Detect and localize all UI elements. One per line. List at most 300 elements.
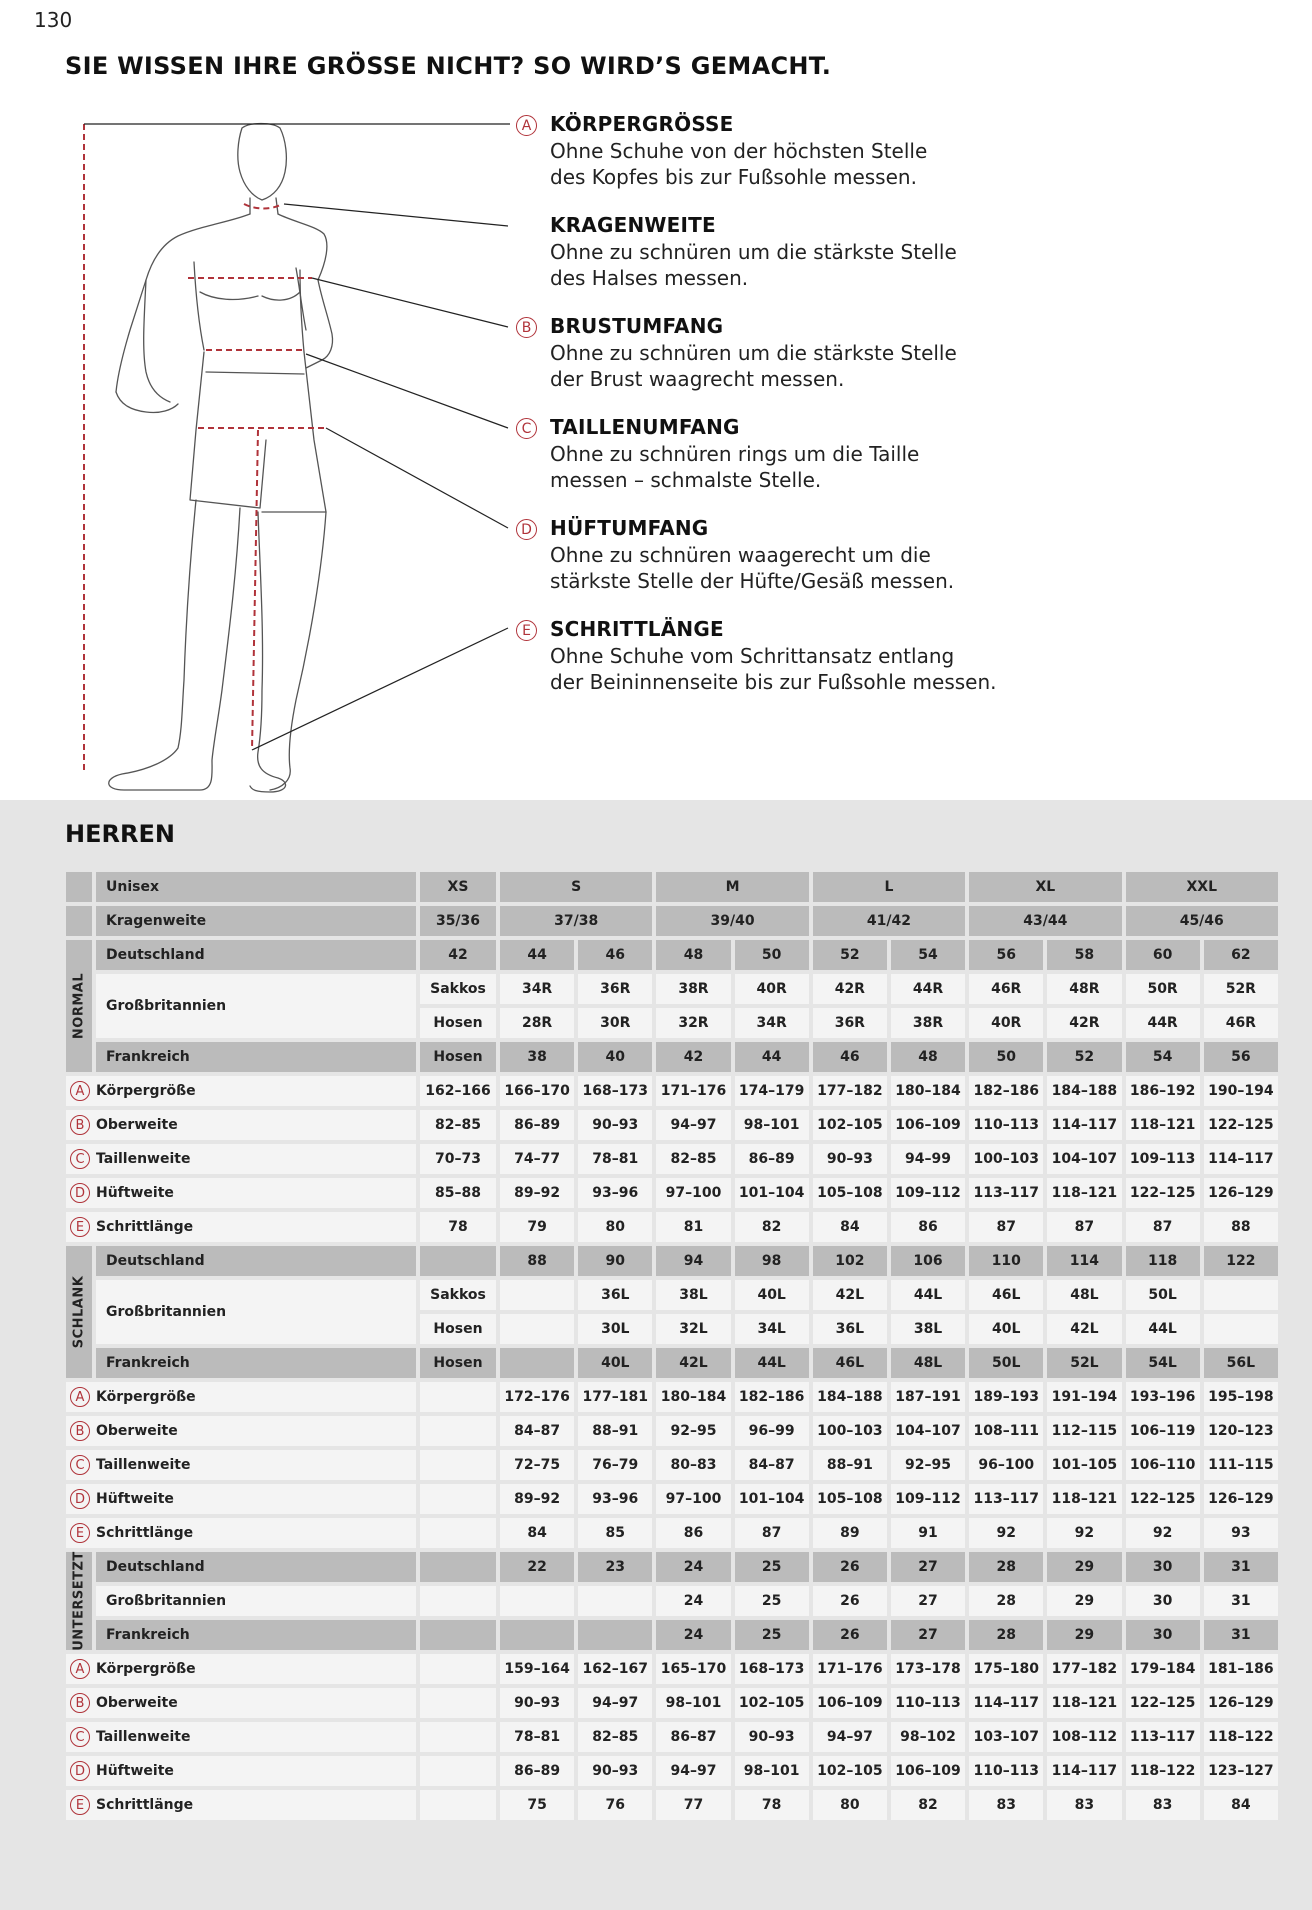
size-value: 50 xyxy=(735,940,809,970)
header-size: XXL xyxy=(1126,872,1279,902)
size-value: 106–110 xyxy=(1126,1450,1200,1480)
size-value: 92 xyxy=(969,1518,1043,1548)
size-value: 86 xyxy=(891,1212,965,1242)
measure-label-text: Körpergröße xyxy=(96,1389,196,1405)
size-value xyxy=(500,1348,574,1378)
size-value: 46 xyxy=(578,940,652,970)
size-value: 111–115 xyxy=(1204,1450,1278,1480)
measure-marker-icon: C xyxy=(70,1727,90,1747)
marker-d: D xyxy=(516,519,537,540)
size-value: 180–184 xyxy=(656,1382,730,1412)
size-value xyxy=(420,1586,496,1616)
fit-label xyxy=(66,940,92,1072)
size-value: 126–129 xyxy=(1204,1688,1278,1718)
size-value: 28 xyxy=(969,1586,1043,1616)
table-row xyxy=(66,940,1278,970)
measure-label xyxy=(66,1790,416,1820)
callout-description: Ohne zu schnüren um die stärkste Stelle der Brust waagrecht messen. xyxy=(550,341,957,391)
size-value: 40R xyxy=(969,1008,1043,1038)
size-value: 97–100 xyxy=(656,1484,730,1514)
size-value xyxy=(1204,1314,1278,1344)
size-value: 54L xyxy=(1126,1348,1200,1378)
size-value: 104–107 xyxy=(1047,1144,1121,1174)
callout-title: TAILLENUMFANG xyxy=(550,415,740,439)
measure-label-text: Oberweite xyxy=(96,1423,178,1439)
size-value: 101–104 xyxy=(735,1484,809,1514)
size-value: 50 xyxy=(969,1042,1043,1072)
size-value: 38R xyxy=(891,1008,965,1038)
size-value: 80 xyxy=(813,1790,887,1820)
size-value: 184–188 xyxy=(1047,1076,1121,1106)
size-value: 88–91 xyxy=(813,1450,887,1480)
size-value: 30 xyxy=(1126,1586,1200,1616)
size-value: 54 xyxy=(891,940,965,970)
size-value: 184–188 xyxy=(813,1382,887,1412)
table-row xyxy=(66,1348,1278,1378)
table-row xyxy=(66,1518,1278,1548)
size-value: 40L xyxy=(969,1314,1043,1344)
size-value: 30R xyxy=(578,1008,652,1038)
size-value xyxy=(420,1416,496,1446)
callout-title: SCHRITTLÄNGE xyxy=(550,617,724,641)
size-value: 86–89 xyxy=(500,1756,574,1786)
size-value: 30 xyxy=(1126,1620,1200,1650)
size-value: 102–105 xyxy=(735,1688,809,1718)
size-value: 122–125 xyxy=(1204,1110,1278,1140)
size-value: 22 xyxy=(500,1552,574,1582)
size-value: 108–111 xyxy=(969,1416,1043,1446)
country-label: Frankreich xyxy=(96,1348,416,1378)
size-value: 84 xyxy=(813,1212,887,1242)
size-value: 181–186 xyxy=(1204,1654,1278,1684)
size-value: 92 xyxy=(1126,1518,1200,1548)
size-value: 112–115 xyxy=(1047,1416,1121,1446)
country-label: Großbritannien xyxy=(96,1280,416,1344)
header-unisex-label: Unisex xyxy=(96,872,416,902)
size-value: 93–96 xyxy=(578,1484,652,1514)
size-value: 85–88 xyxy=(420,1178,496,1208)
table-row xyxy=(66,1586,1278,1616)
size-value: 122 xyxy=(1204,1246,1278,1276)
fit-label-text: UNTERSETZT xyxy=(71,1551,87,1651)
table-row xyxy=(66,1756,1278,1786)
size-value: 101–104 xyxy=(735,1178,809,1208)
size-value: 25 xyxy=(735,1586,809,1616)
size-value: 87 xyxy=(1047,1212,1121,1242)
size-value: 50L xyxy=(1126,1280,1200,1310)
size-value xyxy=(578,1586,652,1616)
size-value: 109–113 xyxy=(1126,1144,1200,1174)
measure-label xyxy=(66,1654,416,1684)
size-value: 31 xyxy=(1204,1552,1278,1582)
size-value: 173–178 xyxy=(891,1654,965,1684)
size-value: 24 xyxy=(656,1552,730,1582)
header-kragen: 39/40 xyxy=(656,906,808,936)
size-value: 98–102 xyxy=(891,1722,965,1752)
size-value: 102 xyxy=(813,1246,887,1276)
size-value: 58 xyxy=(1047,940,1121,970)
size-value: 174–179 xyxy=(735,1076,809,1106)
size-value xyxy=(420,1246,496,1276)
size-value: 25 xyxy=(735,1552,809,1582)
size-value: 84 xyxy=(1204,1790,1278,1820)
size-value: 106 xyxy=(891,1246,965,1276)
size-value: 90 xyxy=(578,1246,652,1276)
size-value xyxy=(578,1620,652,1650)
size-value: 83 xyxy=(1126,1790,1200,1820)
size-value: 88–91 xyxy=(578,1416,652,1446)
marker-a: A xyxy=(516,115,537,136)
size-value: 94–97 xyxy=(578,1688,652,1718)
header-size: L xyxy=(813,872,965,902)
size-value: 110–113 xyxy=(969,1756,1043,1786)
size-value: 79 xyxy=(500,1212,574,1242)
table-row xyxy=(66,1620,1278,1650)
size-value: 109–112 xyxy=(891,1178,965,1208)
size-value: 110–113 xyxy=(969,1110,1043,1140)
size-value: 101–105 xyxy=(1047,1450,1121,1480)
size-value: 84 xyxy=(500,1518,574,1548)
size-value: 120–123 xyxy=(1204,1416,1278,1446)
sub-label: Hosen xyxy=(420,1348,496,1378)
size-value: 108–112 xyxy=(1047,1722,1121,1752)
size-value: 118 xyxy=(1126,1246,1200,1276)
size-value: 86–87 xyxy=(656,1722,730,1752)
size-value: 30L xyxy=(578,1314,652,1344)
size-value: 90–93 xyxy=(735,1722,809,1752)
section-title: HERREN xyxy=(65,820,175,848)
size-value: 40L xyxy=(578,1348,652,1378)
measure-marker-icon: C xyxy=(70,1149,90,1169)
size-value: 106–109 xyxy=(891,1756,965,1786)
size-value: 177–182 xyxy=(1047,1654,1121,1684)
size-value: 177–182 xyxy=(813,1076,887,1106)
size-value: 28 xyxy=(969,1552,1043,1582)
size-value: 78–81 xyxy=(578,1144,652,1174)
measure-label-text: Schrittlänge xyxy=(96,1797,194,1813)
callout-description: Ohne Schuhe vom Schrittansatz entlang der Beininnenseite bis zur Fußsohle messen. xyxy=(550,644,997,694)
size-value: 46R xyxy=(969,974,1043,1004)
marker-e: E xyxy=(516,620,537,641)
size-value: 25 xyxy=(735,1620,809,1650)
measure-marker-icon: E xyxy=(70,1217,90,1237)
size-value: 27 xyxy=(891,1586,965,1616)
callout-description: Ohne zu schnüren um die stärkste Stelle des Halses messen. xyxy=(550,240,957,290)
measure-marker-icon: D xyxy=(70,1183,90,1203)
table-row xyxy=(66,1450,1278,1480)
size-value: 86–89 xyxy=(500,1110,574,1140)
size-value: 110–113 xyxy=(891,1688,965,1718)
measure-label-text: Körpergröße xyxy=(96,1083,196,1099)
size-value: 87 xyxy=(969,1212,1043,1242)
size-value: 78–81 xyxy=(500,1722,574,1752)
size-value: 165–170 xyxy=(656,1654,730,1684)
size-value: 182–186 xyxy=(969,1076,1043,1106)
size-value: 72–75 xyxy=(500,1450,574,1480)
size-value: 83 xyxy=(969,1790,1043,1820)
size-value: 186–192 xyxy=(1126,1076,1200,1106)
size-value: 94 xyxy=(656,1246,730,1276)
size-value: 28 xyxy=(969,1620,1043,1650)
size-value: 118–121 xyxy=(1047,1688,1121,1718)
size-value: 193–196 xyxy=(1126,1382,1200,1412)
size-value xyxy=(500,1314,574,1344)
size-value: 118–122 xyxy=(1126,1756,1200,1786)
size-value: 90–93 xyxy=(578,1110,652,1140)
size-value: 89–92 xyxy=(500,1484,574,1514)
size-value: 90–93 xyxy=(578,1756,652,1786)
size-value: 36L xyxy=(813,1314,887,1344)
size-value: 105–108 xyxy=(813,1484,887,1514)
size-value: 29 xyxy=(1047,1552,1121,1582)
table-row xyxy=(66,1382,1278,1412)
size-value: 93 xyxy=(1204,1518,1278,1548)
size-value xyxy=(420,1620,496,1650)
measure-marker-icon: A xyxy=(70,1387,90,1407)
size-value: 114–117 xyxy=(1204,1144,1278,1174)
size-value: 89 xyxy=(813,1518,887,1548)
table-row xyxy=(66,872,1278,902)
measure-marker-icon: C xyxy=(70,1455,90,1475)
size-value: 40 xyxy=(578,1042,652,1072)
size-value: 168–173 xyxy=(735,1654,809,1684)
marker-b: B xyxy=(516,317,537,338)
callout-title: KRAGENWEITE xyxy=(550,213,716,237)
size-value: 38R xyxy=(656,974,730,1004)
size-value: 159–164 xyxy=(500,1654,574,1684)
measure-marker-icon: E xyxy=(70,1795,90,1815)
measure-marker-icon: E xyxy=(70,1523,90,1543)
measure-label-text: Körpergröße xyxy=(96,1661,196,1677)
size-value: 114–117 xyxy=(969,1688,1043,1718)
size-value: 38L xyxy=(891,1314,965,1344)
fit-label-text: NORMAL xyxy=(71,972,87,1040)
size-value: 93–96 xyxy=(578,1178,652,1208)
size-value: 48L xyxy=(891,1348,965,1378)
size-value: 122–125 xyxy=(1126,1178,1200,1208)
size-value xyxy=(420,1722,496,1752)
size-value: 166–170 xyxy=(500,1076,574,1106)
size-value: 38 xyxy=(500,1042,574,1072)
size-value: 118–121 xyxy=(1047,1484,1121,1514)
size-value: 180–184 xyxy=(891,1076,965,1106)
measure-label xyxy=(66,1212,416,1242)
sub-label: Hosen xyxy=(420,1008,496,1038)
size-value: 118–122 xyxy=(1204,1722,1278,1752)
size-value: 32L xyxy=(656,1314,730,1344)
measure-marker-icon: D xyxy=(70,1761,90,1781)
size-value: 26 xyxy=(813,1620,887,1650)
size-value: 96–100 xyxy=(969,1450,1043,1480)
size-value: 78 xyxy=(735,1790,809,1820)
country-label: Frankreich xyxy=(96,1620,416,1650)
size-value: 179–184 xyxy=(1126,1654,1200,1684)
size-value: 82–85 xyxy=(420,1110,496,1140)
measure-label xyxy=(66,1416,416,1446)
size-value: 113–117 xyxy=(1126,1722,1200,1752)
size-value: 106–109 xyxy=(891,1110,965,1140)
size-value: 34L xyxy=(735,1314,809,1344)
size-value: 110 xyxy=(969,1246,1043,1276)
header-corner xyxy=(66,872,92,902)
size-value xyxy=(420,1484,496,1514)
size-value: 24 xyxy=(656,1620,730,1650)
size-value: 81 xyxy=(656,1212,730,1242)
size-value xyxy=(420,1382,496,1412)
size-value xyxy=(500,1586,574,1616)
table-row xyxy=(66,1110,1278,1140)
measure-label-text: Hüftweite xyxy=(96,1491,174,1507)
table-row xyxy=(66,1144,1278,1174)
size-value: 56 xyxy=(969,940,1043,970)
size-value: 40L xyxy=(735,1280,809,1310)
measure-label xyxy=(66,1518,416,1548)
measure-marker-icon: B xyxy=(70,1693,90,1713)
size-value xyxy=(420,1552,496,1582)
size-value: 82–85 xyxy=(656,1144,730,1174)
size-value: 26 xyxy=(813,1552,887,1582)
size-value: 44 xyxy=(735,1042,809,1072)
size-value: 50R xyxy=(1126,974,1200,1004)
size-value: 44 xyxy=(500,940,574,970)
size-value: 177–181 xyxy=(578,1382,652,1412)
size-value: 123–127 xyxy=(1204,1756,1278,1786)
size-value: 98–101 xyxy=(735,1756,809,1786)
size-value: 80 xyxy=(578,1212,652,1242)
size-value: 76 xyxy=(578,1790,652,1820)
size-value: 86 xyxy=(656,1518,730,1548)
size-value: 94–99 xyxy=(891,1144,965,1174)
size-value: 87 xyxy=(1126,1212,1200,1242)
size-value: 42L xyxy=(1047,1314,1121,1344)
header-kragen: 35/36 xyxy=(420,906,496,936)
size-value: 85 xyxy=(578,1518,652,1548)
country-label: Großbritannien xyxy=(96,974,416,1038)
size-value: 82 xyxy=(891,1790,965,1820)
size-value: 113–117 xyxy=(969,1484,1043,1514)
measure-marker-icon: A xyxy=(70,1659,90,1679)
size-value: 60 xyxy=(1126,940,1200,970)
size-value: 32R xyxy=(656,1008,730,1038)
table-row xyxy=(66,1212,1278,1242)
size-value: 56L xyxy=(1204,1348,1278,1378)
size-value: 31 xyxy=(1204,1620,1278,1650)
table-row xyxy=(66,1416,1278,1446)
fit-label-text: SCHLANK xyxy=(71,1275,87,1349)
callout-title: BRUSTUMFANG xyxy=(550,314,724,338)
size-value xyxy=(420,1518,496,1548)
country-label: Deutschland xyxy=(96,940,416,970)
size-value: 172–176 xyxy=(500,1382,574,1412)
measure-label xyxy=(66,1688,416,1718)
size-value: 46R xyxy=(1204,1008,1278,1038)
size-value: 52R xyxy=(1204,974,1278,1004)
size-value: 98–101 xyxy=(735,1110,809,1140)
size-value: 42 xyxy=(656,1042,730,1072)
callout-title: KÖRPERGRÖSSE xyxy=(550,112,734,136)
size-value: 27 xyxy=(891,1620,965,1650)
page-heading: SIE WISSEN IHRE GRÖSSE NICHT? SO WIRD’S GEMACHT. xyxy=(65,52,832,80)
size-value: 126–129 xyxy=(1204,1484,1278,1514)
size-value: 82 xyxy=(735,1212,809,1242)
size-value: 90–93 xyxy=(813,1144,887,1174)
country-label: Deutschland xyxy=(96,1552,416,1582)
size-value: 97–100 xyxy=(656,1178,730,1208)
size-value xyxy=(420,1450,496,1480)
size-value: 98–101 xyxy=(656,1688,730,1718)
measure-label-text: Hüftweite xyxy=(96,1763,174,1779)
measure-label xyxy=(66,1484,416,1514)
size-value: 36R xyxy=(578,974,652,1004)
size-value: 48R xyxy=(1047,974,1121,1004)
table-row xyxy=(66,1076,1278,1106)
size-value: 168–173 xyxy=(578,1076,652,1106)
size-value: 109–112 xyxy=(891,1484,965,1514)
size-value: 100–103 xyxy=(813,1416,887,1446)
size-value: 36R xyxy=(813,1008,887,1038)
size-value: 52 xyxy=(813,940,887,970)
size-value xyxy=(420,1688,496,1718)
size-value: 50L xyxy=(969,1348,1043,1378)
size-value: 94–97 xyxy=(813,1722,887,1752)
measure-label xyxy=(66,1178,416,1208)
size-value: 44R xyxy=(1126,1008,1200,1038)
size-value: 76–79 xyxy=(578,1450,652,1480)
size-value: 52L xyxy=(1047,1348,1121,1378)
header-size: S xyxy=(500,872,652,902)
size-value: 94–97 xyxy=(656,1756,730,1786)
measure-label xyxy=(66,1144,416,1174)
size-value: 171–176 xyxy=(813,1654,887,1684)
size-value: 92–95 xyxy=(656,1416,730,1446)
measure-marker-icon: D xyxy=(70,1489,90,1509)
size-value: 56 xyxy=(1204,1042,1278,1072)
header-kragen: 37/38 xyxy=(500,906,652,936)
size-value: 113–117 xyxy=(969,1178,1043,1208)
size-value: 28R xyxy=(500,1008,574,1038)
size-value: 195–198 xyxy=(1204,1382,1278,1412)
size-value: 48L xyxy=(1047,1280,1121,1310)
country-label: Deutschland xyxy=(96,1246,416,1276)
measure-label-text: Taillenweite xyxy=(96,1151,191,1167)
table-row xyxy=(66,1484,1278,1514)
size-value: 29 xyxy=(1047,1620,1121,1650)
size-value: 34R xyxy=(500,974,574,1004)
table-row xyxy=(66,1688,1278,1718)
size-value: 54 xyxy=(1126,1042,1200,1072)
size-value: 118–121 xyxy=(1126,1110,1200,1140)
size-value xyxy=(500,1620,574,1650)
measure-label xyxy=(66,1450,416,1480)
size-value: 175–180 xyxy=(969,1654,1043,1684)
callout-description: Ohne zu schnüren rings um die Taille messen – schmalste Stelle. xyxy=(550,442,920,492)
marker-c: C xyxy=(516,418,537,439)
size-value: 86–89 xyxy=(735,1144,809,1174)
measure-label xyxy=(66,1382,416,1412)
table-row xyxy=(66,1178,1278,1208)
callout-description: Ohne Schuhe von der höchsten Stelle des Kopfes bis zur Fußsohle messen. xyxy=(550,139,928,189)
size-value: 94–97 xyxy=(656,1110,730,1140)
table-row xyxy=(66,1042,1278,1072)
size-value: 162–166 xyxy=(420,1076,496,1106)
size-value: 62 xyxy=(1204,940,1278,970)
size-value: 74–77 xyxy=(500,1144,574,1174)
size-value: 46L xyxy=(969,1280,1043,1310)
size-value: 114–117 xyxy=(1047,1756,1121,1786)
measure-marker-icon: B xyxy=(70,1421,90,1441)
measure-label xyxy=(66,1722,416,1752)
size-value: 83 xyxy=(1047,1790,1121,1820)
